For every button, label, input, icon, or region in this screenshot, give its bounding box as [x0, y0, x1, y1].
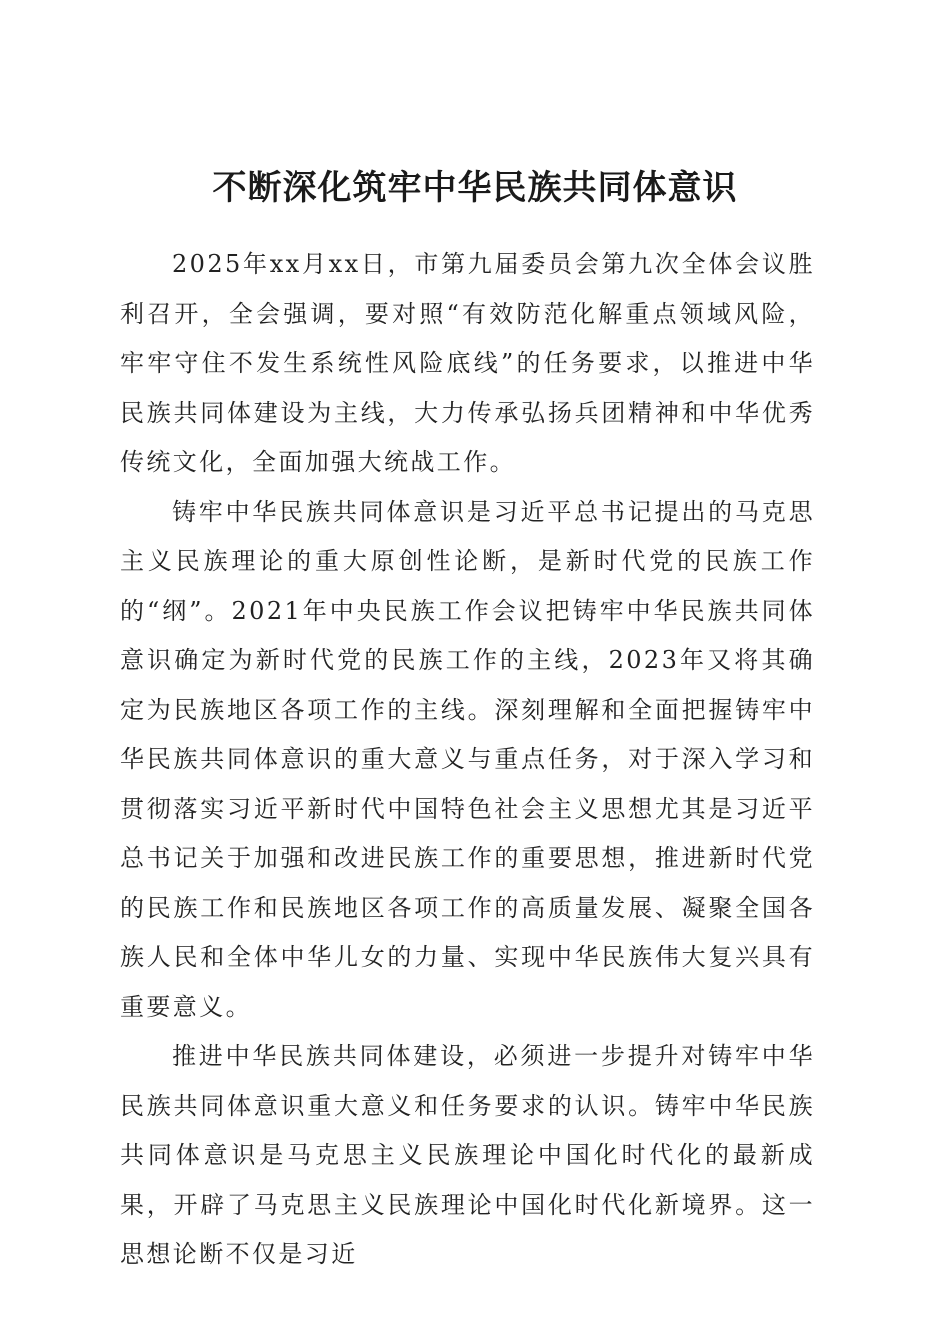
- document-title: 不断深化筑牢中华民族共同体意识: [212, 168, 738, 208]
- paragraph-2: 铸牢中华民族共同体意识是习近平总书记提出的马克思主义民族理论的重大原创性论断，是新时代党的民族工作的“纲”。2021年中央民族工作会议把铸牢中华民族共同体意识确定为新时代党的民族工作的主线，2023年又将其确定为民族地区各项工作的主线。深刻理解和全面把握铸牢中华民族共同体意识的重大意义与重点任务，对于深入学习和贯彻落实习近平新时代中国特色社会主义思想尤其是习近平总书记关于加强和改进民族工作的重要思想，推进新时代党的民族工作和民族地区各项工作的高质量发展、凝聚全国各族人民和全体中华儿女的力量、实现中华民族伟大复兴具有重要意义。: [120, 497, 815, 1021]
- document-body: [120, 240, 815, 1280]
- paragraph-3: 推进中华民族共同体建设，必须进一步提升对铸牢中华民族共同体意识重大意义和任务要求的认识。铸牢中华民族共同体意识是马克思主义民族理论中国化时代化的最新成果，开辟了马克思主义民族理论中国化时代化新境界。这一思想论断不仅是习近: [120, 1042, 815, 1268]
- paragraph-1: 2025年xx月xx日，市第九届委员会第九次全体会议胜利召开，全会强调，要对照“有效防范化解重点领域风险，牢牢守住不发生系统性风险底线”的任务要求，以推进中华民族共同体建设为主线，大力传承弘扬兵团精神和中华优秀传统文化，全面加强大统战工作。: [120, 250, 815, 476]
